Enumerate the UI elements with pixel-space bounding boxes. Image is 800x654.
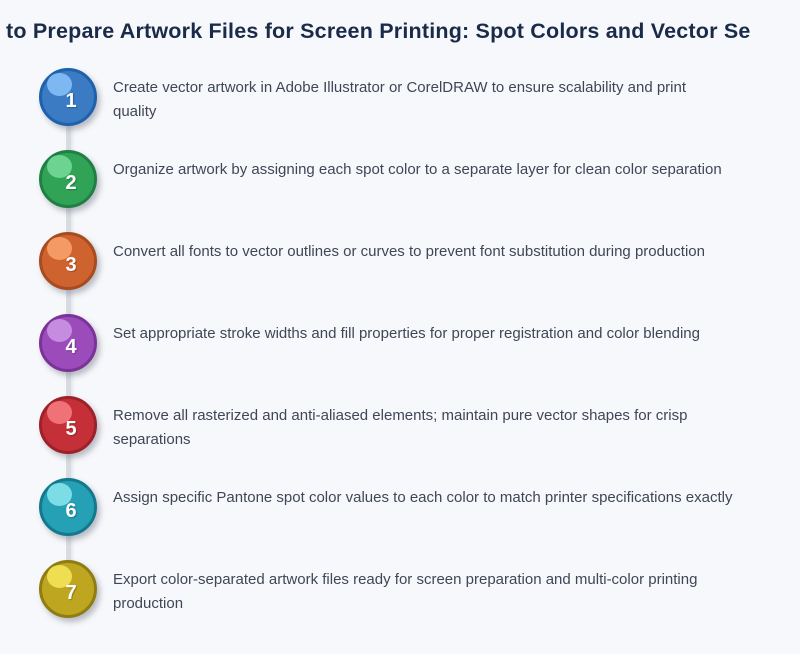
step-text: Convert all fonts to vector outlines or curves to prevent font substitution during production: [113, 243, 705, 260]
step-number-badge: [39, 478, 97, 536]
step-text: Assign specific Pantone spot color values to each color to match printer specifications exactly: [113, 489, 733, 506]
step-number-badge: [39, 396, 97, 454]
step-text: Export color-separated artwork files ready for screen preparation and multi-color printing production: [113, 571, 698, 612]
step-text: Remove all rasterized and anti-aliased elements; maintain pure vector shapes for crisp separations: [113, 407, 688, 448]
step-number: 6: [65, 499, 77, 522]
step-item: [39, 232, 800, 290]
step-number: 1: [65, 89, 77, 112]
step-number-badge: [39, 150, 97, 208]
step-item: [39, 560, 800, 618]
page-title: to Prepare Artwork Files for Screen Printing: Spot Colors and Vector Se: [6, 19, 751, 43]
step-item: [39, 396, 800, 454]
step-text: Set appropriate stroke widths and fill properties for proper registration and color blending: [113, 325, 700, 342]
timeline: [0, 68, 800, 618]
step-number: 5: [65, 417, 77, 440]
step-number-badge: [39, 232, 97, 290]
step-number-badge: [39, 314, 97, 372]
step-item: [39, 150, 800, 208]
step-item: [39, 478, 800, 536]
step-item: [39, 314, 800, 372]
step-number: 4: [65, 335, 77, 358]
step-number: 2: [65, 171, 77, 194]
step-number: 7: [65, 581, 77, 604]
step-text: Create vector artwork in Adobe Illustrator or CorelDRAW to ensure scalability and print quality: [113, 79, 687, 120]
step-text: Organize artwork by assigning each spot color to a separate layer for clean color separation: [113, 161, 722, 178]
step-number: 3: [65, 253, 77, 276]
step-item: [39, 68, 800, 126]
step-number-badge: [39, 560, 97, 618]
step-number-badge: [39, 68, 97, 126]
